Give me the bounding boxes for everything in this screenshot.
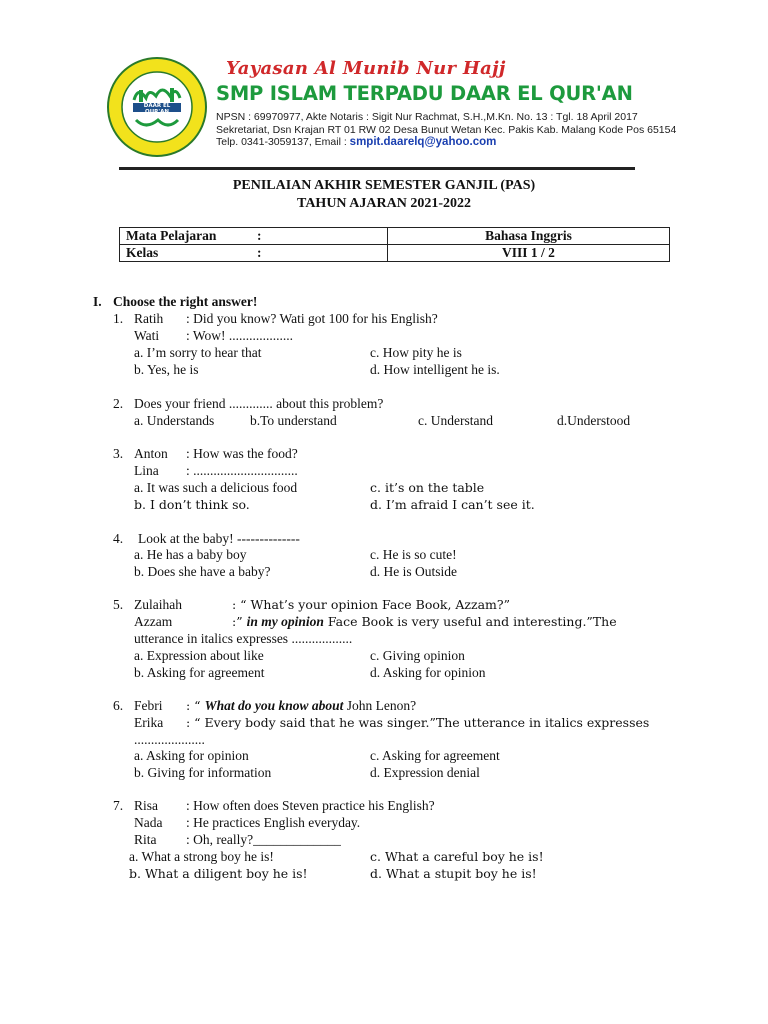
- speaker-name: Azzam: [134, 614, 173, 629]
- dialog-line: [232, 613, 617, 630]
- speaker-name: Rita: [134, 832, 157, 847]
- logo-lettering: DAAR EL QUR'AN: [143, 103, 171, 115]
- exam-title: PENILAIAN AKHIR SEMESTER GANJIL (PAS): [232, 178, 536, 193]
- dialog-line: : Wow! ...................: [186, 328, 294, 343]
- question-stem: Look at the baby! --------------: [138, 531, 300, 546]
- dialog-line: : How was the food?: [186, 446, 298, 461]
- subject-label: Mata Pelajaran: [126, 228, 217, 243]
- colon: :: [257, 245, 262, 260]
- question-number: 4.: [113, 531, 124, 546]
- class-label: Kelas: [126, 245, 159, 260]
- dialog-prefix: : “: [186, 698, 205, 713]
- academic-year: TAHUN AJARAN 2021-2022: [297, 196, 471, 211]
- option-a[interactable]: a. I’m sorry to hear that: [134, 345, 262, 360]
- option-d[interactable]: d. Expression denial: [370, 765, 480, 780]
- option-b[interactable]: b. Does she have a baby?: [134, 564, 271, 579]
- letterhead-line-2: Sekretariat, Dsn Krajan RT 01 RW 02 Desa Bunut Wetan Kec. Pakis Kab. Malang Kode Pos 65154: [216, 124, 677, 136]
- info-table: [119, 227, 670, 262]
- option-a[interactable]: a. Understands: [134, 413, 215, 428]
- speaker-name: Lina: [134, 463, 159, 478]
- question-number: 6.: [113, 698, 124, 713]
- question-continuation: .....................: [134, 732, 205, 747]
- speaker-name: Erika: [134, 715, 164, 730]
- dialog-line: : He practices English everyday.: [186, 815, 361, 830]
- letterhead-line-3: [216, 136, 496, 148]
- letterhead-line-1: NPSN : 69970977, Akte Notaris : Sigit Nur Rachmat, S.H.,M.Kn. No. 13 : Tgl. 18 April 2017: [216, 111, 638, 123]
- question-number: 2.: [113, 396, 124, 411]
- option-c[interactable]: c. How pity he is: [370, 345, 462, 360]
- option-d[interactable]: d.Understood: [557, 413, 631, 428]
- school-name: SMP ISLAM TERPADU DAAR EL QUR'AN: [216, 82, 633, 105]
- question-number: 7.: [113, 798, 124, 813]
- option-c[interactable]: c. What a careful boy he is!: [370, 849, 544, 864]
- option-c[interactable]: c. Understand: [418, 413, 493, 428]
- table-row: [120, 245, 670, 262]
- section-number: I.: [93, 294, 102, 309]
- dialog-line: : “ Every body said that he was singer.”The utterance in italics expresses: [186, 715, 650, 730]
- option-d[interactable]: d. What a stupit boy he is!: [370, 866, 537, 881]
- option-d[interactable]: d. Asking for opinion: [370, 665, 486, 680]
- question-continuation: utterance in italics expresses ..................: [134, 631, 353, 646]
- italic-phrase: in my opinion: [246, 614, 324, 629]
- option-b[interactable]: b. I don’t think so.: [134, 497, 250, 512]
- table-row: [120, 228, 670, 245]
- option-a[interactable]: a. He has a baby boy: [134, 547, 247, 562]
- dialog-line: [186, 697, 416, 714]
- speaker-name: Febri: [134, 698, 163, 713]
- info-label-cell: [120, 245, 388, 262]
- option-c[interactable]: c. Asking for agreement: [370, 748, 500, 763]
- speaker-name: Ratih: [134, 311, 164, 326]
- dialog-line: : Did you know? Wati got 100 for his English?: [186, 311, 438, 326]
- colon: :: [257, 228, 262, 243]
- option-b[interactable]: b. Giving for information: [134, 765, 272, 780]
- email-link[interactable]: smpit.daarelq@yahoo.com: [349, 136, 497, 148]
- dialog-line: : How often does Steven practice his English?: [186, 798, 435, 813]
- question-number: 3.: [113, 446, 124, 461]
- option-b[interactable]: b.To understand: [250, 413, 337, 428]
- question-stem: Does your friend ............. about this problem?: [134, 396, 384, 411]
- subject-value: Bahasa Inggris: [388, 228, 670, 245]
- speaker-name: Zulaihah: [134, 597, 182, 612]
- info-label-cell: [120, 228, 388, 245]
- option-d[interactable]: d. He is Outside: [370, 564, 457, 579]
- section-title: Choose the right answer!: [113, 294, 258, 309]
- foundation-name: Yayasan Al Munib Nur Hajj: [226, 58, 506, 79]
- class-value: VIII 1 / 2: [388, 245, 670, 262]
- question-number: 1.: [113, 311, 124, 326]
- dialog-line: : ...............................: [186, 463, 298, 478]
- speaker-name: Nada: [134, 815, 163, 830]
- option-c[interactable]: c. He is so cute!: [370, 547, 457, 562]
- dialog-line: : “ What’s your opinion Face Book, Azzam?”: [232, 597, 510, 612]
- dialog-line: : Oh, really?_____________: [186, 832, 341, 847]
- dialog-suffix: Face Book is very useful and interesting.”The: [323, 614, 617, 629]
- letterhead-divider: [119, 167, 635, 170]
- option-b[interactable]: b. What a diligent boy he is!: [129, 866, 308, 881]
- question-number: 5.: [113, 597, 124, 612]
- option-d[interactable]: d. I’m afraid I can’t see it.: [370, 497, 535, 512]
- speaker-name: Wati: [134, 328, 160, 343]
- option-d[interactable]: d. How intelligent he is.: [370, 362, 500, 377]
- option-b[interactable]: b. Asking for agreement: [134, 665, 265, 680]
- option-a[interactable]: a. Expression about like: [134, 648, 264, 663]
- speaker-name: Risa: [134, 798, 159, 813]
- option-c[interactable]: c. it’s on the table: [370, 480, 485, 495]
- dialog-suffix: John Lenon?: [343, 698, 417, 713]
- option-b[interactable]: b. Yes, he is: [134, 362, 199, 377]
- speaker-name: Anton: [134, 446, 168, 461]
- italic-phrase: What do you know about: [204, 698, 344, 713]
- option-a[interactable]: a. It was such a delicious food: [134, 480, 298, 495]
- option-c[interactable]: c. Giving opinion: [370, 648, 465, 663]
- phone-text: Telp. 0341-3059137, Email :: [216, 136, 350, 148]
- option-a[interactable]: a. Asking for opinion: [134, 748, 249, 763]
- option-a[interactable]: a. What a strong boy he is!: [129, 849, 274, 864]
- dialog-prefix: :”: [232, 614, 247, 629]
